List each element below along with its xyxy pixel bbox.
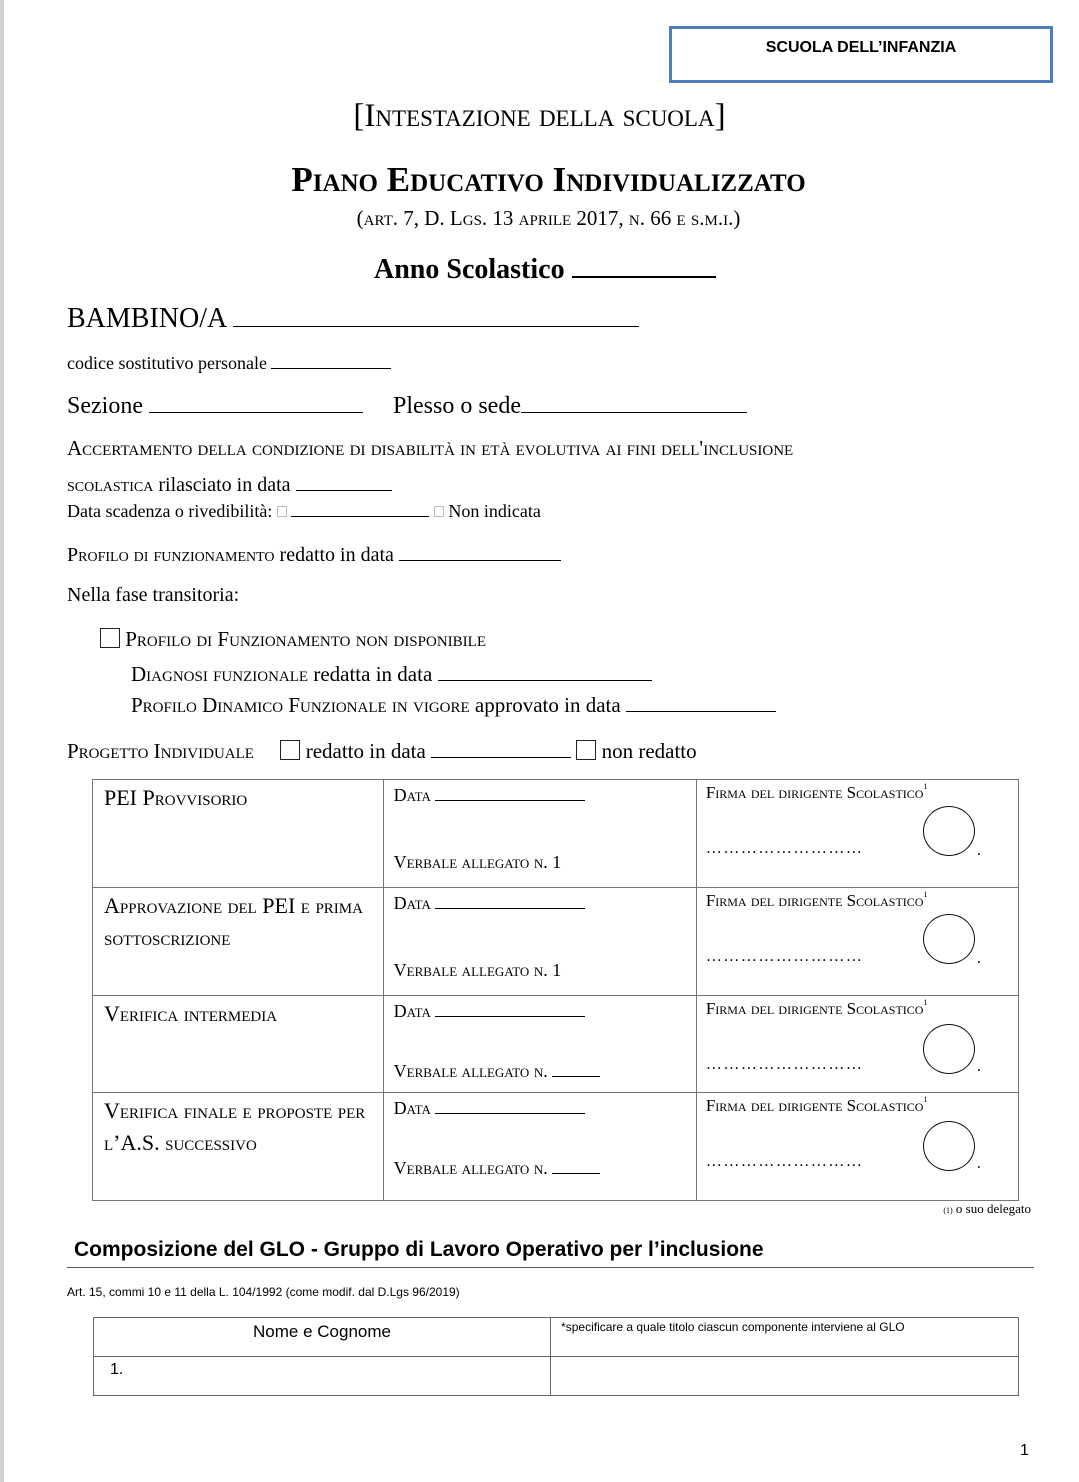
- code-label: codice sostitutivo personale: [67, 353, 267, 373]
- school-heading: [Intestazione della scuola]: [353, 98, 726, 134]
- verbale-label: Verbale allegato n.: [393, 1158, 548, 1178]
- school-year-field[interactable]: [572, 248, 716, 278]
- stage-data-cell: [383, 888, 696, 996]
- table-row: [93, 780, 1019, 888]
- period-mark: .: [976, 842, 981, 859]
- stage-signature-cell: [696, 888, 1018, 996]
- profilo-label: Profilo di funzionamento: [67, 544, 275, 566]
- child-name-field[interactable]: [233, 298, 639, 327]
- stage-title-cell: [93, 1093, 384, 1201]
- section-field[interactable]: [149, 388, 363, 413]
- progetto-label: Progetto Individuale: [67, 739, 254, 763]
- expiry-date-checkbox[interactable]: [277, 506, 287, 517]
- period-mark: .: [976, 1155, 981, 1172]
- transitoria-intro: Nella fase transitoria:: [67, 584, 240, 606]
- expiry-row: [67, 498, 541, 522]
- stage-date-field[interactable]: [435, 782, 585, 801]
- data-label: Data: [393, 893, 431, 913]
- accertamento-date-field[interactable]: [296, 470, 392, 491]
- accertamento-line1: Accertamento della condizione di disabilità in età evolutiva ai fini dell'inclusione: [67, 436, 794, 460]
- document-title: Piano Educativo Individualizzato: [291, 160, 806, 199]
- period-mark: .: [976, 950, 981, 967]
- pf-unavailable-label: Profilo di Funzionamento non disponibile: [125, 627, 486, 651]
- data-label: Data: [393, 785, 431, 805]
- section-row: [67, 388, 747, 420]
- table-row: [93, 888, 1019, 996]
- signature-label: Firma del dirigente Scolastico: [705, 999, 924, 1018]
- school-year-label: Anno Scolastico: [374, 254, 565, 285]
- diagnosi-date-field[interactable]: [438, 659, 652, 681]
- section-label: Sezione: [67, 393, 143, 419]
- pdf-label: Profilo Dinamico Funzionale in vigore: [131, 693, 470, 717]
- signature-label: Firma del dirigente Scolastico: [705, 1096, 924, 1115]
- glo-title-divider: [67, 1267, 1034, 1268]
- pdf-date-field[interactable]: [626, 690, 776, 712]
- stage-title: Verifica finale e proposte per l’A.S. successivo: [104, 1098, 366, 1155]
- verbale-label: Verbale allegato n. 1: [393, 852, 562, 872]
- footnote-number: (1): [943, 1206, 953, 1215]
- member-name-cell[interactable]: [94, 1357, 551, 1396]
- stamp-circle-icon: [923, 1121, 975, 1171]
- stage-title: Approvazione del PEI e prima sottoscrizione: [104, 893, 363, 950]
- footnote-mark: 1: [923, 890, 928, 899]
- progetto-not-drafted-checkbox[interactable]: [576, 740, 596, 760]
- legal-reference: (art. 7, D. Lgs. 13 aprile 2017, n. 66 e s.m.i.): [356, 206, 741, 230]
- pdf-approved-label: approvato in data: [474, 693, 621, 717]
- period-mark: .: [976, 1058, 981, 1075]
- footnote-mark: 1: [923, 1095, 928, 1104]
- signature-label: Firma del dirigente Scolastico: [705, 783, 924, 802]
- stamp-circle-icon: [923, 806, 975, 856]
- stamp-circle-icon: [923, 914, 975, 964]
- profilo-date-field[interactable]: [399, 540, 561, 561]
- stage-data-cell: [383, 1093, 696, 1201]
- glo-members-table: [93, 1317, 1019, 1396]
- signature-dots-field[interactable]: ………………………: [705, 1056, 864, 1073]
- progetto-drafted-label: redatto in data: [305, 739, 426, 763]
- verbale-number-field[interactable]: [552, 1155, 600, 1174]
- stage-signature-cell: [696, 780, 1018, 888]
- child-row: [67, 298, 639, 335]
- profilo-row: [67, 540, 561, 567]
- school-year-row: [374, 248, 716, 286]
- stage-signature-cell: [696, 996, 1018, 1093]
- progetto-drafted-checkbox[interactable]: [280, 740, 300, 760]
- row-number: 1.: [110, 1361, 124, 1378]
- stage-title-cell: [93, 780, 384, 888]
- signature-dots-field[interactable]: ………………………: [705, 1153, 864, 1170]
- expiry-label: Data scadenza o rivedibilità:: [67, 501, 273, 521]
- pdf-row: [131, 690, 776, 718]
- diagnosi-drafted-label: redatta in data: [313, 662, 433, 686]
- code-row: [67, 350, 391, 374]
- stage-data-cell: [383, 996, 696, 1093]
- footnote-text: o suo delegato: [955, 1201, 1031, 1216]
- signature-dots-field[interactable]: ………………………: [705, 948, 864, 965]
- diagnosi-label: Diagnosi funzionale: [131, 662, 309, 686]
- stage-title: PEI Provvisorio: [104, 785, 248, 810]
- accertamento-issued-label: rilasciato in data: [158, 474, 291, 496]
- data-label: Data: [393, 1098, 431, 1118]
- progetto-date-field[interactable]: [431, 736, 571, 758]
- stage-title: Verifica intermedia: [104, 1001, 278, 1026]
- glo-section-title: Composizione del GLO - Gruppo di Lavoro Operativo per l’inclusione: [74, 1238, 764, 1261]
- glo-legal-note: Art. 15, commi 10 e 11 della L. 104/1992 (come modif. dal D.Lgs 96/2019): [67, 1285, 460, 1299]
- expiry-date-field[interactable]: [291, 498, 429, 517]
- table-header-row: [94, 1318, 1019, 1357]
- table-row: [94, 1357, 1019, 1396]
- not-indicated-checkbox[interactable]: [434, 506, 444, 517]
- profilo-drafted-label: redatto in data: [279, 544, 394, 566]
- not-indicated-label: Non indicata: [448, 501, 541, 521]
- school-type-box: [669, 26, 1053, 83]
- table-row: [93, 996, 1019, 1093]
- diagnosi-row: [131, 659, 652, 687]
- stage-signature-cell: [696, 1093, 1018, 1201]
- child-label: BAMBINO/A: [67, 303, 226, 334]
- member-role-cell[interactable]: [551, 1357, 1019, 1396]
- signature-label: Firma del dirigente Scolastico: [705, 891, 924, 910]
- stage-data-cell: [383, 780, 696, 888]
- progetto-not-drafted-label: non redatto: [601, 739, 697, 763]
- verbale-label: Verbale allegato n.: [393, 1061, 548, 1081]
- pf-unavailable-checkbox[interactable]: [100, 628, 120, 648]
- verbale-number-field[interactable]: [552, 1058, 600, 1077]
- plesso-field[interactable]: [521, 388, 747, 413]
- plesso-label: Plesso o sede: [392, 393, 521, 419]
- page-number: 1: [1020, 1442, 1029, 1459]
- footnote-mark: 1: [923, 998, 928, 1007]
- code-field[interactable]: [271, 350, 391, 369]
- stamp-circle-icon: [923, 1024, 975, 1074]
- column-header-name: Nome e Cognome: [94, 1318, 551, 1357]
- accertamento-scolastica: scolastica: [67, 474, 154, 496]
- table-footnote: [943, 1201, 1031, 1217]
- footnote-mark: 1: [923, 782, 928, 791]
- accertamento-line2: [67, 470, 392, 497]
- verbale-label: Verbale allegato n. 1: [393, 960, 562, 980]
- stage-date-field[interactable]: [435, 890, 585, 909]
- stage-date-field[interactable]: [435, 1095, 585, 1114]
- signature-dots-field[interactable]: ………………………: [705, 840, 864, 857]
- school-type-label: SCUOLA DELL’INFANZIA: [765, 39, 957, 56]
- stage-title-cell: [93, 996, 384, 1093]
- pei-stages-table: [92, 779, 1019, 1201]
- stage-date-field[interactable]: [435, 998, 585, 1017]
- column-header-role: *specificare a quale titolo ciascun componente interviene al GLO: [551, 1318, 1019, 1357]
- progetto-row: [67, 736, 697, 764]
- data-label: Data: [393, 1001, 431, 1021]
- pf-unavailable-row: [100, 627, 486, 652]
- stage-title-cell: [93, 888, 384, 996]
- table-row: [93, 1093, 1019, 1201]
